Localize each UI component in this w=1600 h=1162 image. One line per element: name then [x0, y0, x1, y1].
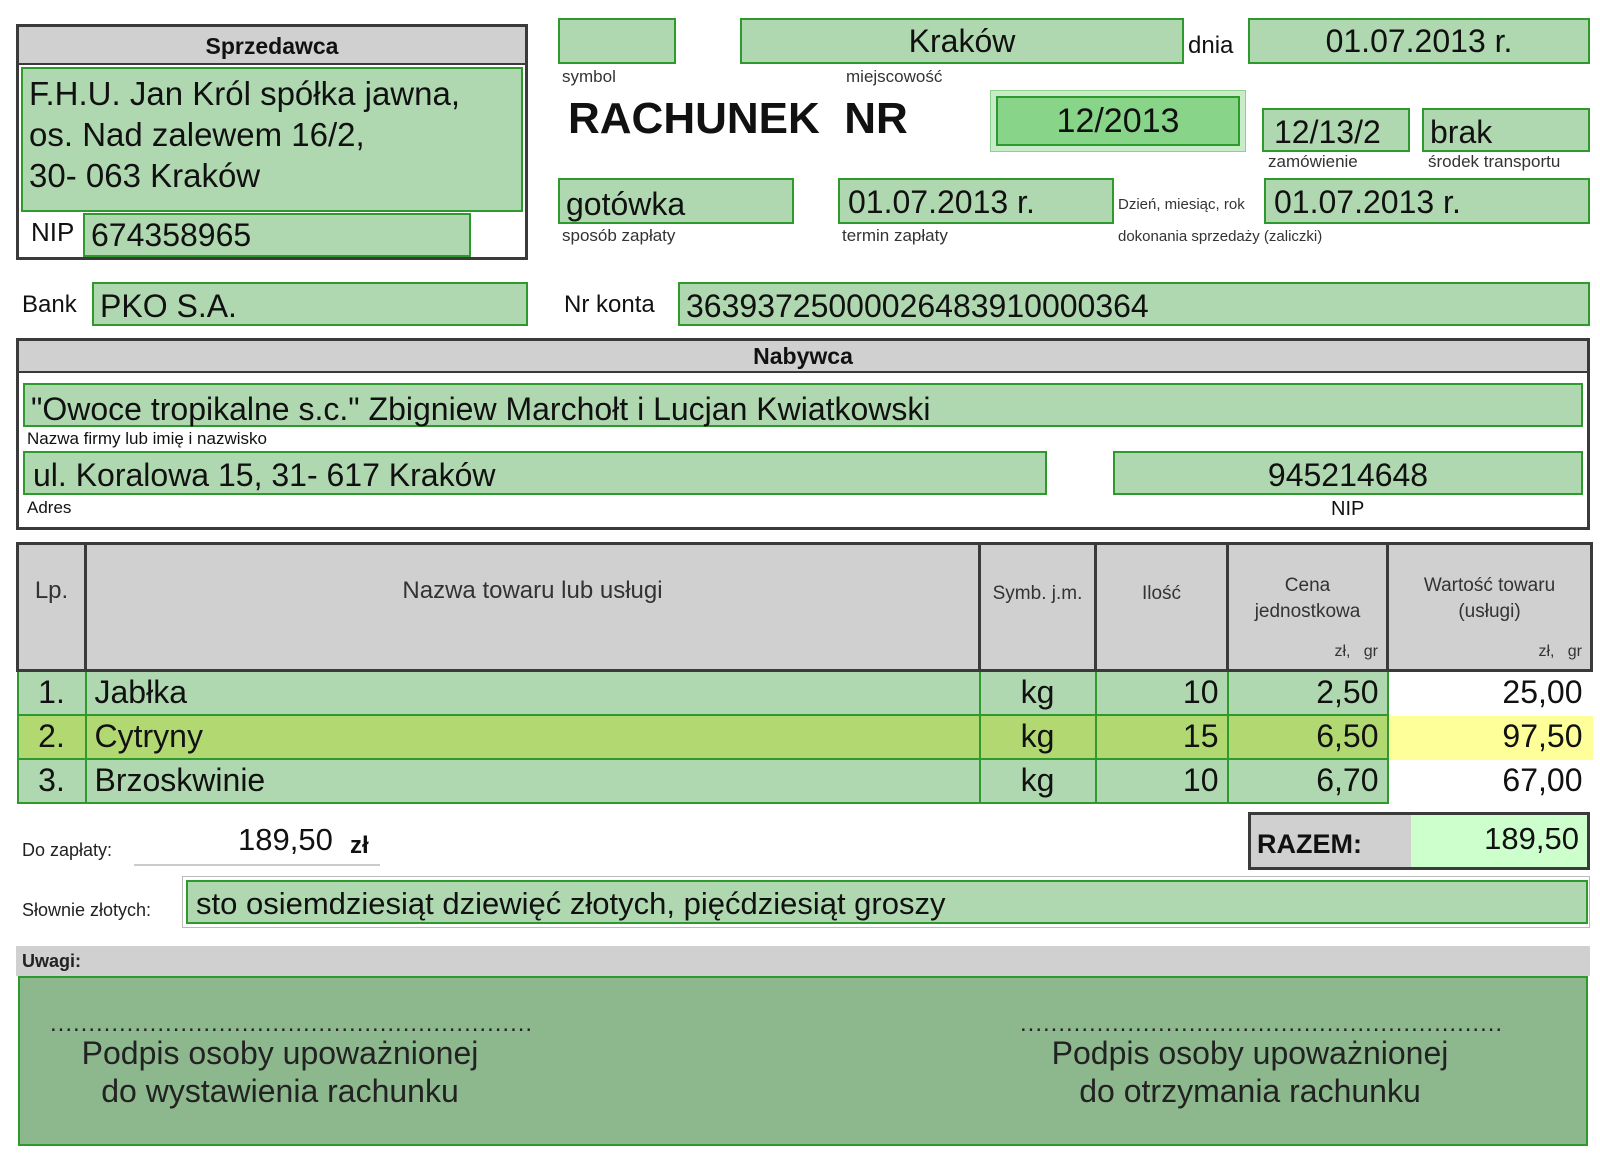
payment-method-label: sposób zapłaty	[562, 226, 676, 245]
buyer-nip-field[interactable]: 945214648	[1113, 451, 1583, 495]
bank-field[interactable]: PKO S.A.	[92, 282, 528, 326]
razem-value: 189,50	[1411, 815, 1587, 867]
cell-unit[interactable]: kg	[980, 759, 1096, 803]
value-header-line-2: (usługi)	[1458, 601, 1521, 622]
cell-price[interactable]: 6,50	[1228, 715, 1388, 759]
razem-label: RAZEM:	[1257, 829, 1362, 859]
cell-value: 97,50	[1388, 715, 1592, 759]
city-field[interactable]: Kraków	[740, 18, 1184, 64]
value-zl-gr: zł, gr	[1538, 643, 1582, 660]
items-table	[16, 542, 1593, 804]
signature-receiver	[1020, 1010, 1504, 1110]
to-pay-value: 189,50	[238, 822, 333, 857]
sale-date-label-2: dokonania sprzedaży (zaliczki)	[1118, 228, 1323, 245]
price-header-line-1: Cena	[1284, 575, 1331, 596]
cell-unit[interactable]: kg	[980, 715, 1096, 759]
account-field[interactable]: 36393725000026483910000364	[678, 282, 1590, 326]
col-header-qty: Ilość	[1096, 544, 1228, 671]
payment-method-field[interactable]: gotówka	[558, 178, 794, 224]
words-label: Słownie złotych:	[22, 900, 152, 920]
cell-qty[interactable]: 10	[1096, 671, 1228, 715]
col-header-unit: Symb. j.m.	[980, 544, 1096, 671]
buyer-address-field[interactable]: ul. Koralowa 15, 31- 617 Kraków	[23, 451, 1047, 495]
to-pay-label: Do zapłaty:	[22, 840, 113, 860]
order-field[interactable]: 12/13/2	[1262, 108, 1410, 152]
payment-due-field[interactable]: 01.07.2013 r.	[838, 178, 1114, 224]
cell-unit[interactable]: kg	[980, 671, 1096, 715]
seller-section	[16, 24, 528, 260]
cell-value: 67,00	[1388, 759, 1592, 803]
to-pay-underline	[134, 864, 380, 866]
signature-receiver-line-1: Podpis osoby upoważnionej	[1051, 1035, 1449, 1071]
signature-issuer-line-2: do wystawienia rachunku	[101, 1073, 459, 1109]
cell-name[interactable]: Cytryny	[86, 715, 980, 759]
buyer-section	[16, 338, 1590, 530]
seller-address-line: os. Nad zalewem 16/2,	[29, 116, 365, 153]
cell-qty[interactable]: 10	[1096, 759, 1228, 803]
col-header-value	[1388, 544, 1592, 671]
cell-name[interactable]: Brzoskwinie	[86, 759, 980, 803]
transport-label: środek transportu	[1428, 152, 1561, 171]
cell-price[interactable]: 2,50	[1228, 671, 1388, 715]
buyer-nip-label: NIP	[1331, 498, 1365, 520]
buyer-name-field[interactable]: "Owoce tropikalne s.c." Zbigniew Marchołt i Lucjan Kwiatkowski	[23, 383, 1583, 427]
city-label: miejscowość	[846, 67, 943, 86]
dnia-label: dnia	[1188, 32, 1234, 59]
cell-price[interactable]: 6,70	[1228, 759, 1388, 803]
cell-qty[interactable]: 15	[1096, 715, 1228, 759]
buyer-header: Nabywca	[19, 341, 1587, 373]
issue-date-field[interactable]: 01.07.2013 r.	[1248, 18, 1590, 64]
account-label: Nr konta	[564, 291, 655, 318]
to-pay-currency: zł	[350, 832, 369, 859]
signature-receiver-line-2: do otrzymania rachunku	[1079, 1073, 1421, 1109]
signature-line: ...............................................................	[50, 1010, 534, 1037]
table-row[interactable]	[18, 715, 1592, 759]
razem-box	[1248, 812, 1590, 870]
col-header-price	[1228, 544, 1388, 671]
order-label: zamówienie	[1268, 152, 1358, 171]
price-header-line-2: jednostkowa	[1254, 601, 1361, 622]
symbol-label: symbol	[562, 67, 616, 86]
seller-header: Sprzedawca	[19, 27, 525, 65]
remarks-label: Uwagi:	[16, 946, 1590, 976]
transport-field[interactable]: brak	[1422, 108, 1590, 152]
sale-date-label-1: Dzień, miesiąc, rok	[1118, 196, 1245, 213]
payment-due-label: termin zapłaty	[842, 226, 948, 245]
signature-line: ...............................................................	[1020, 1010, 1504, 1037]
buyer-name-label: Nazwa firmy lub imię i nazwisko	[27, 429, 267, 448]
signature-issuer	[50, 1010, 534, 1110]
cell-lp: 1.	[18, 671, 86, 715]
seller-nip-label: NIP	[31, 217, 75, 247]
col-header-lp: Lp.	[18, 544, 86, 671]
document-number-field[interactable]: 12/2013	[996, 96, 1240, 146]
bank-label: Bank	[22, 291, 77, 318]
document-title: RACHUNEK NR	[568, 94, 908, 143]
cell-name[interactable]: Jabłka	[86, 671, 980, 715]
seller-city-line: 30- 063 Kraków	[29, 157, 261, 194]
remarks-field[interactable]	[18, 976, 1588, 1146]
signature-issuer-line-1: Podpis osoby upoważnionej	[81, 1035, 479, 1071]
table-header-row	[18, 544, 1592, 671]
buyer-address-label: Adres	[27, 498, 72, 517]
cell-lp: 2.	[18, 715, 86, 759]
words-field[interactable]: sto osiemdziesiąt dziewięć złotych, pięćdziesiąt groszy	[186, 880, 1588, 924]
col-header-name: Nazwa towaru lub usługi	[86, 544, 980, 671]
seller-name-field[interactable]	[21, 67, 523, 212]
cell-value: 25,00	[1388, 671, 1592, 715]
value-header-line-1: Wartość towaru	[1423, 575, 1556, 596]
sale-date-field[interactable]: 01.07.2013 r.	[1264, 178, 1590, 224]
table-row[interactable]	[18, 759, 1592, 803]
seller-nip-field[interactable]: 674358965	[83, 213, 471, 257]
table-row[interactable]	[18, 671, 1592, 715]
seller-name-line: F.H.U. Jan Król spółka jawna,	[29, 75, 461, 112]
cell-lp: 3.	[18, 759, 86, 803]
symbol-field[interactable]	[558, 18, 676, 64]
price-zl-gr: zł, gr	[1334, 643, 1378, 660]
